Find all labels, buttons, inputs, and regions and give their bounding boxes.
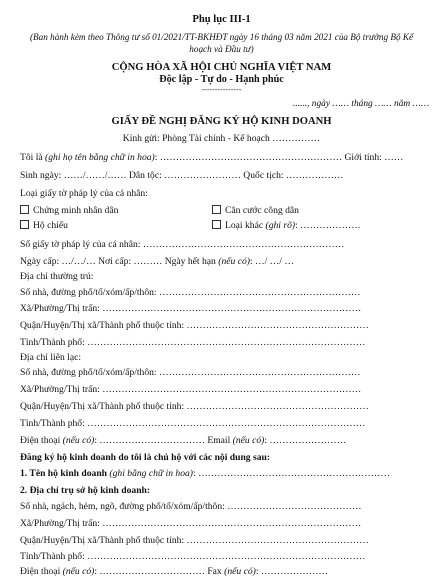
option-passport[interactable] xyxy=(20,220,68,232)
issue-info-field[interactable] xyxy=(20,256,294,268)
option-citizen-card-label: Căn cước công dân xyxy=(225,205,299,216)
contact-province-field[interactable]: Tỉnh/Thành phố: …………………………………………………………………………… xyxy=(20,418,366,429)
recipient-line: Kính gửi: Phòng Tài chính - Kế hoạch …………… xyxy=(122,133,321,144)
business-name-dots: : …………………………………………………… xyxy=(193,468,390,479)
contact-street-field[interactable]: Số nhà, đường phố/tổ/xóm/ấp/thôn: ……………………………………………………… xyxy=(20,367,361,378)
name-label: Tôi là xyxy=(20,152,46,163)
form-title: GIẤY ĐỀ NGHỊ ĐĂNG KÝ HỘ KINH DOANH xyxy=(111,116,332,127)
residence-province-field[interactable]: Tỉnh/Thành phố: …………………………………………………………………………… xyxy=(20,337,366,348)
fax-hint: (nếu có) xyxy=(224,566,256,577)
name-dots: : ………………………………………………… Giới tính: …… xyxy=(154,152,404,163)
contact-address-label: Địa chỉ liên lạc: xyxy=(20,352,82,363)
motto-separator: --------------- xyxy=(201,85,242,94)
contact-ward-field[interactable]: Xã/Phường/Thị trấn: ……………………………………………………………………… xyxy=(20,384,362,395)
business-phone-fax-field[interactable] xyxy=(20,566,328,578)
residence-label: Địa chỉ thường trú: xyxy=(20,271,94,282)
residence-district-field[interactable]: Quận/Huyện/Thị xã/Thành phố thuộc tỉnh: ………………………………………………… xyxy=(20,320,369,331)
issue-info-text: Ngày cấp: …/…/… Nơi cấp: ……… Ngày hết hạn xyxy=(20,256,219,267)
option-other[interactable] xyxy=(212,220,360,232)
name-hint: (ghi họ tên bằng chữ in hoa) xyxy=(45,152,155,163)
phone-label: Điện thoại xyxy=(20,435,63,446)
business-province-field[interactable]: Tỉnh/Thành phố: …………………………………………………………………………… xyxy=(20,551,366,562)
appendix-label: Phụ lục III-1 xyxy=(192,14,251,25)
business-ward-field[interactable]: Xã/Phường/Thị trấn: ……………………………………………………………………… xyxy=(20,518,362,529)
business-district-field[interactable]: Quận/Huyện/Thị xã/Thành phố thuộc tỉnh: ………………………………………………… xyxy=(20,535,369,546)
name-field[interactable] xyxy=(20,152,403,164)
dob-ethnicity-nationality-field[interactable]: Sinh ngày: ……/……/…… Dân tộc: …………………… Quốc tịch: ……………… xyxy=(20,170,344,181)
business-name-hint: (ghi bằng chữ in hoa) xyxy=(107,468,193,479)
option-citizen-id[interactable] xyxy=(20,205,118,217)
checkbox-icon[interactable] xyxy=(212,205,221,214)
national-motto: Độc lập - Tự do - Hạnh phúc xyxy=(159,74,284,85)
residence-ward-field[interactable]: Xã/Phường/Thị trấn: ……………………………………………………………………… xyxy=(20,303,362,314)
residence-street-field[interactable]: Số nhà, đường phố/tổ/xóm/ấp/thôn: ……………………………………………………… xyxy=(20,287,361,298)
option-passport-label: Hộ chiếu xyxy=(33,220,68,231)
issue-expiry-dots: : …/ …/ … xyxy=(249,256,294,267)
option-citizen-card[interactable] xyxy=(212,205,299,217)
business-phone-label: Điện thoại xyxy=(20,566,63,577)
fax-dots: : ………………… xyxy=(255,566,329,577)
issued-note-line-2: hoạch và Đầu tư) xyxy=(189,44,254,54)
business-address-heading: 2. Địa chỉ trụ sở hộ kinh doanh: xyxy=(20,485,151,496)
country-name: CỘNG HÒA XÃ HỘI CHỦ NGHĨA VIỆT NAM xyxy=(111,62,332,73)
issue-expiry-hint: (nếu có) xyxy=(218,256,250,267)
phone-dots: : …………………………… Email xyxy=(94,435,233,446)
phone-hint: (nếu có) xyxy=(62,435,95,446)
checkbox-icon[interactable] xyxy=(20,220,29,229)
business-phone-hint: (nếu có) xyxy=(62,566,95,577)
issued-note-line-1: (Ban hành kèm theo Thông tư số 01/2021/TT-BKHĐT ngày 16 tháng 03 năm 2021 của Bộ trưởng Bộ Kế xyxy=(29,32,414,42)
business-street-field[interactable]: Số nhà, ngách, hẻm, ngõ, đường phố/tổ/xóm/ấp/thôn: …………………………………… xyxy=(20,501,362,512)
option-other-hint: (ghi rõ) xyxy=(265,220,296,231)
option-citizen-id-label: Chứng minh nhân dân xyxy=(33,205,119,216)
phone-email-field[interactable] xyxy=(20,435,346,447)
option-other-label: Loại khác xyxy=(225,220,264,231)
option-other-dots: : ………………. xyxy=(295,220,361,231)
business-name-label: 1. Tên hộ kinh doanh xyxy=(20,468,108,479)
contact-district-field[interactable]: Quận/Huyện/Thị xã/Thành phố thuộc tỉnh: ………………………………………………… xyxy=(20,401,369,412)
id-type-label: Loại giấy tờ pháp lý của cá nhân: xyxy=(20,188,148,199)
date-line: ......, ngày …… tháng …… năm …… xyxy=(293,99,430,109)
email-dots: : …………………… xyxy=(264,435,347,446)
business-phone-dots: : …………………………… Fax xyxy=(94,566,225,577)
business-name-field[interactable] xyxy=(20,468,390,480)
registration-intro: Đăng ký hộ kinh doanh do tôi là chủ hộ với các nội dung sau: xyxy=(20,452,271,463)
id-number-field[interactable]: Số giấy tờ pháp lý của cá nhân: ……………………………………………………… xyxy=(20,239,345,250)
email-hint: (nếu có) xyxy=(232,435,265,446)
checkbox-icon[interactable] xyxy=(212,220,221,229)
checkbox-icon[interactable] xyxy=(20,205,29,214)
